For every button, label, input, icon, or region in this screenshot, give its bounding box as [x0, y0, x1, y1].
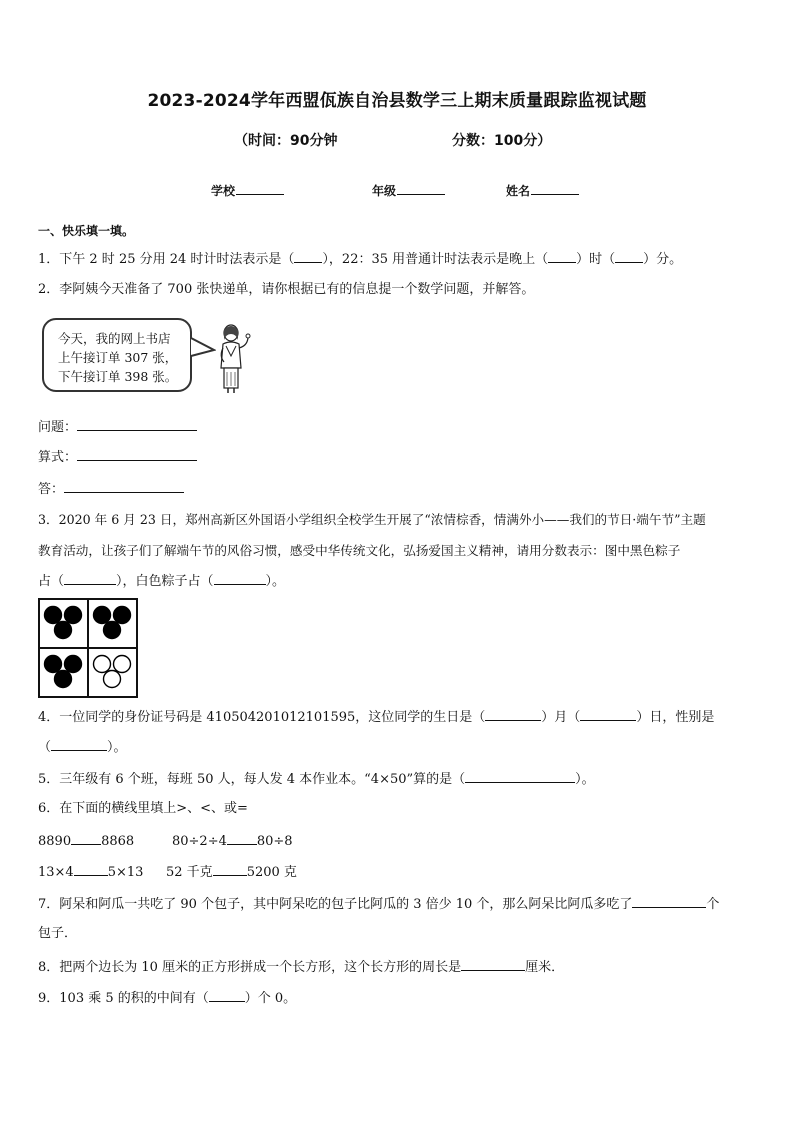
q6-item-1-right: 8868	[101, 834, 135, 849]
white-zongzi-icon	[94, 656, 111, 673]
bubble-line-3: 下午接订单 398 张。	[58, 369, 178, 384]
q3-text-c: ）。	[265, 574, 286, 589]
q6-item-2-left: 80÷2÷4	[172, 834, 227, 849]
q4-text-b: ）月（	[541, 710, 581, 725]
answer-line-field	[38, 478, 184, 500]
q1-blank-1[interactable]	[294, 248, 322, 263]
exam-title: 2023-2024学年西盟佤族自治县数学三上期末质量跟踪监视试题	[147, 91, 647, 111]
question-6: 6．在下面的横线里填上>、<、或=	[38, 801, 248, 816]
formula-label: 算式：	[38, 450, 78, 465]
q4-blank-1[interactable]	[485, 706, 541, 721]
q6-item-3-right: 5×13	[107, 865, 144, 880]
q1-text-d: ）分。	[643, 252, 683, 267]
school-label: 学校	[211, 184, 236, 198]
answer-label: 答：	[38, 482, 65, 497]
q8-text-a: 8．把两个边长为 10 厘米的正方形拼成一个长方形，这个长方形的周长是	[38, 960, 462, 975]
q3-blank-2[interactable]	[214, 570, 266, 585]
q6-item-3	[38, 861, 143, 883]
section-heading: 一、快乐填一填。	[38, 224, 135, 238]
q5-text-b: ）。	[575, 772, 595, 787]
q3-blank-1[interactable]	[64, 570, 116, 585]
q8-text-b: 厘米．	[525, 960, 565, 975]
question-line-field	[38, 416, 197, 438]
zongzi-grid	[38, 598, 138, 698]
question-3-line-3	[38, 570, 285, 592]
question-3-line-1: 3．2020 年 6 月 23 日，郑州高新区外国语小学组织全校学生开展了“浓情棕香，情满外小——我们的节日·端午节”主题	[38, 512, 706, 527]
q6-item-2-right: 80÷8	[256, 834, 293, 849]
q9-text-a: 9．103 乘 5 的积的中间有（	[38, 991, 209, 1006]
black-zongzi-icon	[94, 607, 111, 624]
q7-blank[interactable]	[632, 893, 706, 908]
q3-text-a: 占（	[38, 574, 65, 589]
question-7-line-2: 包子．	[38, 926, 78, 941]
q1-text-b: ），22：35 用普通计时法表示是晚上（	[322, 252, 549, 267]
question-label: 问题：	[38, 420, 78, 435]
q6-item-4	[166, 861, 297, 883]
black-zongzi-icon	[65, 607, 82, 624]
black-zongzi-icon	[45, 656, 62, 673]
q7-text-b: 个	[706, 897, 720, 912]
school-blank[interactable]	[236, 182, 284, 195]
woman-illustration-icon	[214, 322, 254, 394]
question-9	[38, 987, 296, 1009]
black-zongzi-icon	[55, 622, 72, 639]
q7-text-a: 7．阿呆和阿瓜一共吃了 90 个包子，其中阿呆吃的包子比阿瓜的 3 倍少 10 个，那么阿呆比阿瓜多吃了	[38, 897, 633, 912]
q5-text-a: 5．三年级有 6 个班，每班 50 人，每人发 4 本作业本。“4×50”算的是（	[38, 772, 466, 787]
q1-text-a: 1．下午 2 时 25 分用 24 时计时法表示是（	[38, 252, 295, 267]
q6-item-1-left: 8890	[38, 834, 72, 849]
grade-blank[interactable]	[397, 182, 445, 195]
bubble-line-2: 上午接订单 307 张，	[58, 350, 178, 365]
q6-blank-2[interactable]	[227, 830, 257, 845]
question-2: 2．李阿姨今天准备了 700 张快递单，请你根据已有的信息提一个数学问题，并解答。	[38, 282, 535, 297]
formula-blank[interactable]	[77, 446, 197, 461]
question-3-line-2: 教育活动，让孩子们了解端午节的风俗习惯，感受中华传统文化，弘扬爱国主义精神，请用分数表示：图中黑色粽子	[38, 543, 681, 558]
q4-text-c: ）日，性别是	[636, 710, 715, 725]
q4-text-d: （	[38, 740, 52, 755]
black-zongzi-icon	[45, 607, 62, 624]
q6-item-4-right: 5200 克	[246, 865, 297, 880]
formula-line-field	[38, 446, 197, 468]
q6-item-2	[172, 830, 293, 852]
question-8	[38, 956, 564, 978]
q8-blank[interactable]	[461, 956, 525, 971]
name-label: 姓名	[506, 184, 531, 198]
q9-text-b: ）个 0。	[244, 991, 297, 1006]
white-zongzi-icon	[114, 656, 131, 673]
q6-item-4-left: 52 千克	[166, 865, 213, 880]
name-field	[506, 182, 579, 199]
question-5	[38, 768, 595, 790]
bubble-tail-icon	[190, 336, 216, 360]
score-label: 分数：100分）	[452, 133, 552, 149]
q6-blank-1[interactable]	[71, 830, 101, 845]
question-blank[interactable]	[77, 416, 197, 431]
q6-blank-3[interactable]	[74, 861, 108, 876]
answer-blank[interactable]	[64, 478, 184, 493]
black-zongzi-icon	[104, 622, 121, 639]
question-4-line-1	[38, 706, 714, 728]
black-zongzi-icon	[65, 656, 82, 673]
q1-blank-3[interactable]	[615, 248, 643, 263]
q6-blank-4[interactable]	[213, 861, 247, 876]
q6-item-1	[38, 830, 134, 852]
black-zongzi-icon	[55, 671, 72, 688]
grade-field	[372, 182, 445, 199]
q5-blank[interactable]	[465, 768, 575, 783]
speech-bubble	[42, 318, 192, 392]
question-7-line-1	[38, 893, 719, 915]
time-label: （时间：90分钟	[234, 133, 338, 149]
school-field	[211, 182, 284, 199]
q9-blank[interactable]	[209, 987, 245, 1002]
question-1	[38, 248, 682, 270]
black-zongzi-icon	[114, 607, 131, 624]
grade-prefix: 年	[372, 184, 385, 198]
q4-text-e: ）。	[107, 740, 127, 755]
q1-text-c: ）时（	[576, 252, 616, 267]
white-zongzi-icon	[104, 671, 121, 688]
bubble-line-1: 今天，我的网上书店	[58, 331, 171, 346]
q4-text-a: 4．一位同学的身份证号码是 410504201012101595，这位同学的生日是（	[38, 710, 486, 725]
name-blank[interactable]	[531, 182, 579, 195]
q3-text-b: ），白色粽子占（	[116, 574, 214, 589]
question-4-line-2	[38, 736, 127, 758]
q1-blank-2[interactable]	[548, 248, 576, 263]
grade-label: 级	[384, 184, 397, 198]
q6-item-3-left: 13×4	[38, 865, 74, 880]
q4-blank-2[interactable]	[580, 706, 636, 721]
q4-blank-3[interactable]	[51, 736, 107, 751]
